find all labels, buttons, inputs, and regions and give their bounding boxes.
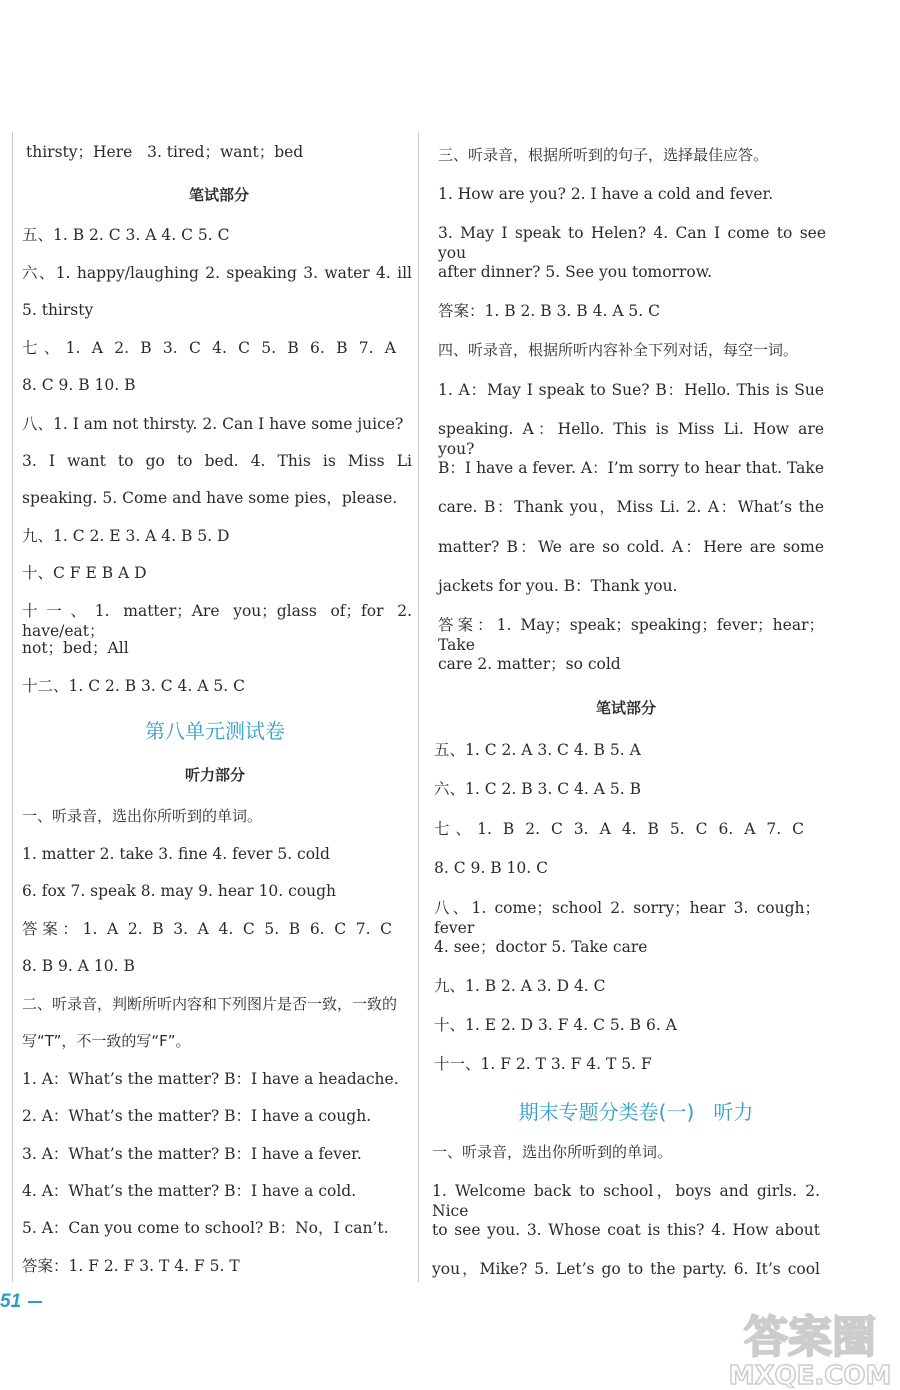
answer-line: 3. I want to go to bed. 4. This is Miss Li (22, 452, 412, 470)
answer-line: 5. thirsty (22, 301, 94, 319)
answer-line: 七、1. B 2. C 3. A 4. B 5. C 6. A 7. C (434, 820, 804, 838)
left-column (0, 0, 418, 1290)
dialogue-line: jackets for you. B：Thank you. (438, 577, 678, 595)
written-section-header: 笔试部分 (188, 186, 249, 204)
answer-line: 答案：1. A 2. B 3. A 4. C 5. B 6. C 7. C (22, 920, 392, 938)
dialogue-line: 2. A：What’s the matter? B：I have a cough. (22, 1107, 372, 1125)
answer-line: 六、1. C 2. B 3. C 4. A 5. B (434, 780, 641, 798)
dialogue-line: care. B：Thank you，Miss Li. 2. A：What’s the (438, 498, 824, 516)
section-heading: 四、听录音，根据所听内容补全下列对话，每空一词。 (438, 341, 799, 359)
dialogue-line: speaking. A：Hello. This is Miss Li. How are you? (438, 420, 824, 458)
answer-line: 十一、1. F 2. T 3. F 4. T 5. F (434, 1055, 652, 1073)
answer-line: 答案：1. F 2. F 3. T 4. F 5. T (22, 1257, 240, 1275)
answer-line: 答案：1. May；speak；speaking；fever；hear；Take (438, 616, 824, 654)
answer-line: speaking. 5. Come and have some pies，please. (22, 489, 398, 507)
answer-line: care 2. matter；so cold (438, 655, 621, 673)
answer-line: 九、1. B 2. A 3. D 4. C (434, 977, 606, 995)
answer-line: 8. C 9. B 10. C (434, 859, 548, 877)
sentence-line: 1. How are you? 2. I have a cold and fever. (438, 185, 774, 203)
section-heading: 写“T”，不一致的写“F”。 (22, 1032, 191, 1050)
dialogue-line: 5. A：Can you come to school? B：No，I can’t. (22, 1219, 389, 1237)
dialogue-line: matter? B：We are so cold. A：Here are some (438, 538, 824, 556)
answer-line: 六、1. happy/laughing 2. speaking 3. water 4. ill (22, 264, 412, 282)
answer-line: 4. see；doctor 5. Take care (434, 938, 648, 956)
answer-line: 十、1. E 2. D 3. F 4. C 5. B 6. A (434, 1016, 677, 1034)
listening-section-header: 听力部分 (184, 766, 245, 784)
column-divider (418, 132, 419, 1282)
answer-line: 答案：1. B 2. B 3. B 4. A 5. C (438, 302, 661, 320)
answer-line: thirsty；Here 3. tired；want；bed (26, 143, 304, 161)
watermark-logo (718, 1300, 898, 1388)
dialogue-line: 4. A：What’s the matter? B：I have a cold. (22, 1182, 357, 1200)
answer-line: 1. matter 2. take 3. fine 4. fever 5. cold (22, 845, 330, 863)
page-number-dash (28, 1301, 42, 1303)
svg-text:答案圈: 答案圈 (744, 1312, 876, 1363)
dialogue-line: B：I have a fever. A：I’m sorry to hear that. Take (438, 459, 824, 477)
section-heading: 一、听录音，选出你所听到的单词。 (432, 1143, 673, 1161)
answer-line: 八、1. come；school 2. sorry；hear 3. cough；fever (434, 899, 820, 937)
section-heading: 二、听录音，判断所听内容和下列图片是否一致，一致的 (22, 995, 398, 1013)
right-column (426, 0, 900, 1290)
answer-line: not；bed；All (22, 639, 129, 657)
dialogue-line: 3. A：What’s the matter? B：I have a fever. (22, 1145, 362, 1163)
section-heading: 一、听录音，选出你所听到的单词。 (22, 807, 263, 825)
answer-line: 五、1. C 2. A 3. C 4. B 5. A (434, 741, 641, 759)
dialogue-line: 1. A：May I speak to Sue? B：Hello. This is Sue (438, 381, 824, 399)
sentence-line: 3. May I speak to Helen? 4. Can I come to see you (438, 224, 826, 262)
answer-line: 九、1. C 2. E 3. A 4. B 5. D (22, 527, 230, 545)
answer-line: 6. fox 7. speak 8. may 9. hear 10. cough (22, 882, 337, 900)
answer-line: 五、1. B 2. C 3. A 4. C 5. C (22, 226, 230, 244)
sentence-line: you，Mike? 5. Let’s go to the party. 6. It’s cool (432, 1260, 820, 1278)
section-heading: 三、听录音，根据所听到的句子，选择最佳应答。 (438, 146, 769, 164)
dialogue-line: 1. A：What’s the matter? B：I have a headache. (22, 1070, 399, 1088)
answer-line: 十一、1. matter；Are you；glass of；for 2. have/eat； (22, 602, 412, 640)
answer-line: 8. C 9. B 10. B (22, 376, 136, 394)
answer-line: 七、1. A 2. B 3. C 4. C 5. B 6. B 7. A (22, 339, 396, 357)
sentence-line: to see you. 3. Whose coat is this? 4. How about (432, 1221, 820, 1239)
page-number: 51 (0, 1291, 22, 1312)
answer-line: 十、C F E B A D (22, 564, 147, 582)
unit-title: 第八单元测试卷 (145, 719, 285, 743)
written-section-header: 笔试部分 (595, 699, 656, 717)
answer-line: 八、1. I am not thirsty. 2. Can I have some juice? (22, 415, 404, 433)
sentence-line: after dinner? 5. See you tomorrow. (438, 263, 713, 281)
answer-line: 十二、1. C 2. B 3. C 4. A 5. C (22, 677, 245, 695)
answer-line: 8. B 9. A 10. B (22, 957, 135, 975)
svg-text:MXQE.COM: MXQE.COM (728, 1361, 892, 1388)
final-exam-title: 期末专题分类卷(一) 听力 (518, 1100, 754, 1124)
sentence-line: 1. Welcome back to school，boys and girls. 2. Nice (432, 1182, 820, 1220)
